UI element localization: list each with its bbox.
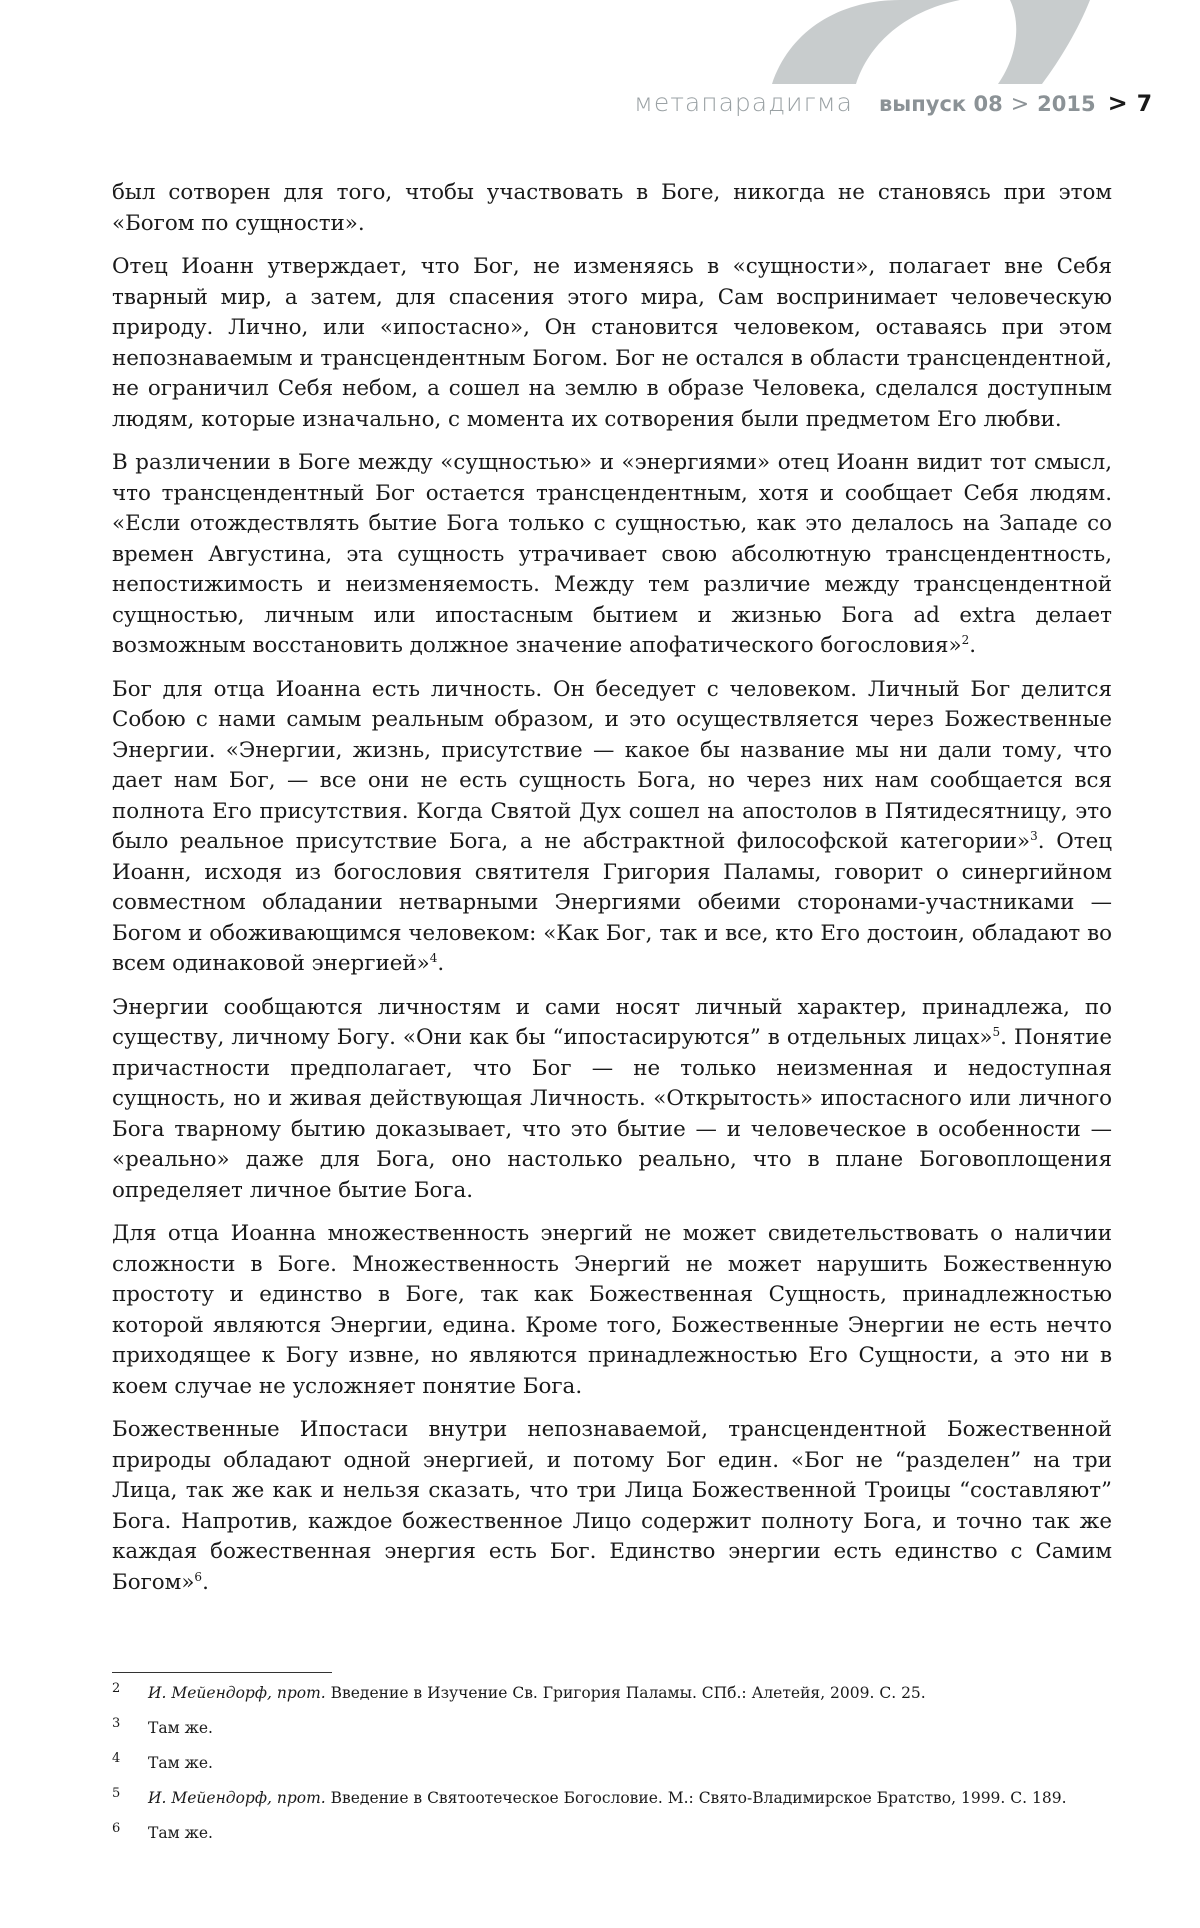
footnote-text: Там же. bbox=[148, 1719, 213, 1737]
issue-year: 2015 bbox=[1037, 92, 1096, 116]
page-number: 7 bbox=[1136, 92, 1152, 117]
footnote-text: Там же. bbox=[148, 1754, 213, 1772]
journal-name: метапарадигма bbox=[633, 88, 853, 117]
footnote-ref[interactable]: 3 bbox=[1030, 829, 1038, 843]
header-separator-bold: > bbox=[1107, 89, 1128, 117]
footnote-number: 2 bbox=[112, 1681, 121, 1696]
footnote-text: Там же. bbox=[148, 1824, 213, 1842]
paragraph: Для отца Иоанна множественность энергий не может свидетельствовать о наличии сложности в Боге. Множественность Энергий не может нарушить Божественную простоту и единство в Боге, так как Божественная Сущность, принадлежностью которой являются Энергии, едина. Кроме того, Божественные Энергии не есть нечто приходящее к Богу извне, но являются принадлежностью Его Сущности, а это ни в коем случае не усложняет понятие Бога. bbox=[112, 1221, 1112, 1399]
footnote-ref[interactable]: 2 bbox=[961, 633, 970, 647]
article-body bbox=[112, 178, 1112, 1611]
footnote-number: 3 bbox=[112, 1716, 121, 1731]
footnote-author: И. Мейендорф, прот. bbox=[148, 1684, 326, 1702]
footnote-text: Введение в Изучение Св. Григория Паламы. СПб.: Алетейя, 2009. С. 25. bbox=[325, 1684, 926, 1702]
footnote-item bbox=[112, 1752, 1112, 1774]
footnote-ref[interactable]: 6 bbox=[194, 1569, 203, 1584]
footnote-item bbox=[112, 1822, 1112, 1844]
header-separator: > bbox=[1010, 92, 1030, 117]
footnote-number: 5 bbox=[112, 1786, 121, 1801]
footnote-text: Введение в Святоотеческое Богословие. М.: Свято-Владимирское Братство, 1999. С. 189. bbox=[325, 1789, 1067, 1807]
paragraph: был сотворен для того, чтобы участвовать в Боге, никогда не становясь при этом «Богом по сущности». bbox=[112, 180, 1112, 236]
running-header bbox=[634, 88, 1152, 117]
paragraph: Бог для отца Иоанна есть личность. Он беседует с человеком. Личный Бог делится Собою с нами самым реальным образом, и это осуществляется через Божественные Энергии. «Энергии, жизнь, присутствие — какое бы название мы ни дали тому, что дает нам Бог, — все они не есть сущность Бога, но через них нам сообщается вся полнота Его присутствия. Когда Святой Дух сошел на апостолов в Пятидесятницу, это было реальное присутствие Бога, а не абстрактной философской категории»$^3$. Отец Иоанн, исходя из богословия святителя Григория Паламы, говорит о синергийном совместном обладании нетварными Энергиями обеими сторонами-участниками — Богом и обоживающимся человеком: «Как Бог, так и все, кто Его достоин, обладают во всем одинаковой энергией»$^4$. bbox=[112, 676, 1112, 976]
paragraph: Энергии сообщаются личностям и сами носят личный характер, принадлежа, по существу, личному Богу. «Они как бы “ипостасируются” в отдельных лицах»$^5$. Понятие причастности предполагает, что Бог — не только неизменная и недоступная сущность, но и живая действующая Личность. «Открытость» ипостасного или личного Бога тварному бытию доказывает, что это бытие — и человеческое в особенности — «реально» даже для Бога, оно настолько реально, что в плане Боговоплощения определяет личное бытие Бога. bbox=[112, 994, 1113, 1203]
paragraph: Божественные Ипостаси внутри непознаваемой, трансцендентной Божественной природы обладают одной энергией, и потому Бог един. «Бог не “разделен” на три Лица, так же как и нельзя сказать, что три Лица Божественной Троицы “составляют” Бога. Напротив, каждое божественное Лицо содержит полноту Бога, и точно так же каждая божественная энергия есть Бог. Единство энергии есть единство с Самим Богом»$^6$. bbox=[112, 1417, 1112, 1595]
footnote-ref[interactable]: 4 bbox=[429, 951, 438, 965]
footnote-item bbox=[112, 1682, 1112, 1704]
footnotes bbox=[112, 1682, 1112, 1857]
paragraph: В различении в Боге между «сущностью» и «энергиями» отец Иоанн видит тот смысл, что трансцендентный Бог остается трансцендентным, хотя и сообщает Себя людям. «Если отождествлять бытие Бога только с сущностью, как это делалось на Западе со времен Августина, эта сущность утрачивает свою абсолютную трансцендентность, непостижимость и неизменяемость. Между тем различие между трансцендентной сущностью, личным или ипостасным бытием и жизнью Бога ad extra делает возможным восстановить должное значение апофатического богословия»$^2$. bbox=[112, 450, 1112, 658]
footnote-author: И. Мейендорф, прот. bbox=[148, 1789, 326, 1807]
footnote-item bbox=[112, 1787, 1112, 1809]
footnote-ref[interactable]: 5 bbox=[992, 1025, 1001, 1039]
footnote-divider bbox=[112, 1672, 332, 1673]
footnote-item bbox=[112, 1717, 1112, 1739]
footnote-number: 6 bbox=[112, 1821, 121, 1836]
issue-number: выпуск 08 bbox=[878, 92, 1003, 116]
footnote-number: 4 bbox=[112, 1751, 121, 1766]
journal-logo-mark bbox=[760, 0, 1140, 84]
paragraph: Отец Иоанн утверждает, что Бог, не изменяясь в «сущности», полагает вне Себя тварный мир, а затем, для спасения этого мира, Сам воспринимает человеческую природу. Лично, или «ипостасно», Он становится человеком, оставаясь при этом непознаваемым и трансцендентным Богом. Бог не остался в области трансцендентной, не ограничил Себя небом, а сошел на землю в образе Человека, сделался доступным людям, которые изначально, с момента их сотворения были предметом Его любви. bbox=[112, 254, 1112, 432]
